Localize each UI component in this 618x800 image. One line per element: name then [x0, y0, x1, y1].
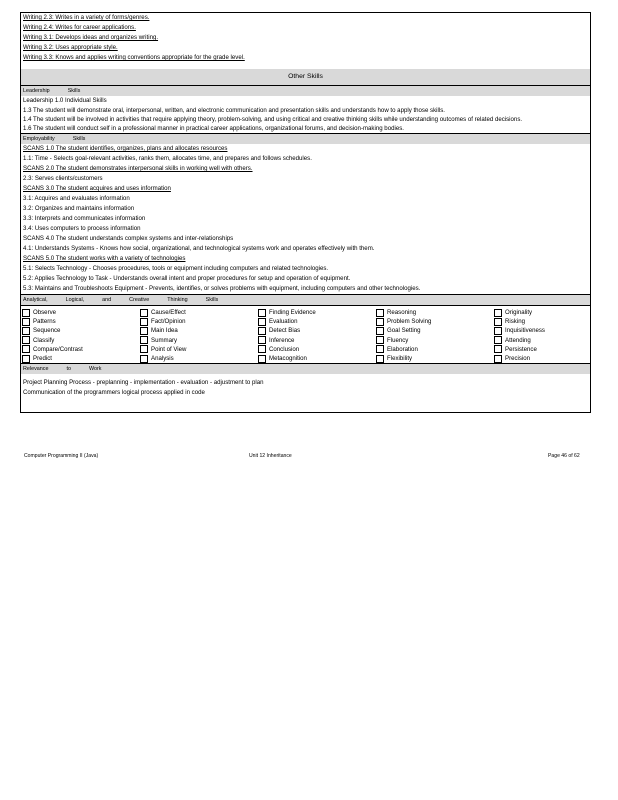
employability-line: 3.4: Uses computers to process information — [23, 225, 141, 232]
employability-line: 1.1: Time - Selects goal-relevant activities, ranks them, allocates time, and prepares and follows schedules. — [23, 155, 312, 162]
relevance-line: Project Planning Process - preplanning - implementation - evaluation - adjustment to plan — [23, 379, 264, 387]
skill-label: Cause/Effect — [151, 309, 186, 316]
checkbox-icon[interactable] — [494, 355, 502, 363]
writing-standard: Writing 3.1: Develops ideas and organizes writing. — [23, 34, 159, 41]
checkbox-icon[interactable] — [22, 318, 30, 326]
employability-line: 3.3: Interprets and communicates information — [23, 215, 146, 222]
checkbox-icon[interactable] — [376, 355, 384, 363]
footer-course: Computer Programming II (Java) — [24, 453, 99, 459]
employability-line: 5.2: Applies Technology to Task - Understands overall intent and proper procedures for setup and operation of equipment. — [23, 275, 351, 282]
band-word: Logical, — [65, 297, 85, 303]
checkbox-icon[interactable] — [22, 336, 30, 344]
checkbox-icon[interactable] — [494, 336, 502, 344]
checkbox-icon[interactable] — [258, 336, 266, 344]
band-word: Skills — [205, 297, 219, 303]
band-word: Leadership — [23, 88, 50, 94]
writing-standard: Writing 3.2: Uses appropriate style. — [23, 44, 118, 51]
checkbox-icon[interactable] — [376, 318, 384, 326]
checkbox-icon[interactable] — [494, 327, 502, 335]
skill-label: Inquisitiveness — [505, 327, 545, 335]
employability-line: SCANS 2.0 The student demonstrates interpersonal skills in working well with others. — [23, 165, 253, 172]
skill-checkbox-item[interactable] — [22, 354, 140, 363]
checkbox-icon[interactable] — [376, 309, 384, 317]
checkbox-icon[interactable] — [258, 327, 266, 335]
employability-skills-band — [21, 133, 590, 144]
band-word: Relevance — [23, 366, 49, 373]
skill-checkbox-item[interactable] — [140, 308, 258, 317]
skill-label: Observe — [33, 309, 57, 316]
relevance-lines — [21, 378, 590, 398]
employability-line: 5.1: Selects Technology - Chooses procedures, tools or equipment including computers and related technologies. — [23, 265, 329, 272]
writing-standard: Writing 3.3: Knows and applies writing conventions appropriate for the grade level. — [23, 54, 245, 61]
employability-line: SCANS 1.0 The student identifies, organizes, plans and allocates resources — [23, 145, 228, 152]
checkbox-icon[interactable] — [140, 309, 148, 317]
employability-line: 3.2: Organizes and maintains information — [23, 205, 135, 212]
skill-label: Conclusion — [269, 345, 300, 353]
footer-unit: Unit 12 Inheritance — [249, 453, 292, 459]
checkbox-icon[interactable] — [140, 355, 148, 363]
skill-checkbox-item[interactable] — [376, 354, 494, 363]
skill-checkbox-item[interactable] — [22, 345, 140, 354]
skill-label: Problem Solving — [387, 318, 432, 326]
skill-label: Finding Evidence — [269, 309, 316, 316]
band-word: Thinking — [167, 297, 188, 303]
skill-checkbox-item[interactable] — [258, 326, 376, 335]
skill-label: Point of View — [151, 345, 187, 353]
skill-checkbox-item[interactable] — [22, 308, 140, 317]
skill-label: Summary — [151, 336, 178, 344]
skill-checkbox-item[interactable] — [22, 336, 140, 345]
skill-checkbox-item[interactable] — [494, 326, 591, 335]
writing-standards — [21, 13, 590, 63]
relevance-to-work-band — [21, 363, 590, 374]
checkbox-icon[interactable] — [22, 309, 30, 317]
skill-label: Compare/Contrast — [33, 345, 83, 353]
skill-label: Metacognition — [269, 354, 307, 362]
employability-items — [21, 144, 590, 294]
skill-label: Risking — [505, 318, 525, 326]
skill-checkbox-item[interactable] — [376, 336, 494, 345]
writing-standard: Writing 2.3: Writes in a variety of forms/genres. — [23, 14, 150, 21]
skill-checkbox-item[interactable] — [22, 317, 140, 326]
skill-checkbox-item[interactable] — [258, 336, 376, 345]
employability-line: SCANS 3.0 The student acquires and uses information — [23, 185, 171, 192]
skill-label: Originality — [505, 309, 533, 316]
employability-line: 4.1: Understands Systems - Knows how social, organizational, and technological systems work and operates effectively with them. — [23, 245, 375, 252]
band-word: Skills — [72, 136, 86, 142]
skill-label: Fact/Opinion — [151, 318, 186, 326]
footer-page: Page 46 of 62 — [548, 453, 580, 459]
checkbox-icon[interactable] — [376, 336, 384, 344]
leadership-items — [21, 106, 590, 133]
skill-label: Predict — [33, 354, 52, 362]
checkbox-icon[interactable] — [258, 309, 266, 317]
checkbox-icon[interactable] — [376, 345, 384, 353]
thinking-skills-band — [21, 294, 590, 305]
checkbox-icon[interactable] — [258, 318, 266, 326]
skill-checkbox-item[interactable] — [258, 345, 376, 354]
skill-checkbox-item[interactable] — [140, 354, 258, 363]
band-word: to — [66, 366, 71, 373]
skill-label: Patterns — [33, 318, 56, 326]
skill-label: Persistence — [505, 345, 537, 353]
standards-table — [20, 12, 591, 413]
leadership-title: Leadership 1.0 Individual Skills — [23, 97, 107, 104]
skill-label: Inference — [269, 336, 295, 344]
checkbox-icon[interactable] — [376, 327, 384, 335]
checkbox-icon[interactable] — [22, 345, 30, 353]
employability-line: SCANS 5.0 The student works with a variety of technologies — [23, 255, 186, 262]
skill-label: Goal Setting — [387, 327, 421, 335]
skill-label: Evaluation — [269, 318, 298, 326]
skill-checkbox-item[interactable] — [258, 308, 376, 317]
employability-line: 5.3: Maintains and Troubleshoots Equipment - Prevents, identifies, or solves problems with equipment, including computers and other technologies. — [23, 285, 421, 292]
checkbox-icon[interactable] — [140, 318, 148, 326]
thinking-skills-checklist — [21, 305, 590, 363]
checkbox-icon[interactable] — [22, 355, 30, 363]
skill-checkbox-item[interactable] — [140, 336, 258, 345]
skill-checkbox-item[interactable] — [376, 345, 494, 354]
relevance-line: Communication of the programmers logical process applied in code — [23, 389, 205, 397]
skill-label: Detect Bias — [269, 327, 301, 335]
skill-label: Sequence — [33, 327, 61, 335]
other-skills-heading: Other Skills — [21, 69, 590, 85]
leadership-item: 1.6 The student will conduct self in a professional manner in practical career applications, organizational forums, and decision-making bodies. — [23, 125, 404, 132]
skill-checkbox-item[interactable] — [494, 308, 591, 317]
checkbox-icon[interactable] — [494, 345, 502, 353]
skill-label: Classify — [33, 336, 55, 344]
skill-label: Analysis — [151, 354, 174, 362]
skill-checkbox-item[interactable] — [22, 326, 140, 335]
checkbox-icon[interactable] — [140, 327, 148, 335]
checkbox-icon[interactable] — [258, 345, 266, 353]
skill-checkbox-item[interactable] — [140, 345, 258, 354]
skill-label: Main Idea — [151, 327, 178, 335]
skill-label: Flexibility — [387, 354, 413, 362]
checkbox-icon[interactable] — [258, 355, 266, 363]
skill-checkbox-item[interactable] — [258, 317, 376, 326]
skill-checkbox-item[interactable] — [376, 308, 494, 317]
skill-checkbox-item[interactable] — [494, 317, 591, 326]
checkbox-icon[interactable] — [494, 318, 502, 326]
checkbox-icon[interactable] — [494, 309, 502, 317]
skill-checkbox-item[interactable] — [494, 345, 591, 354]
skill-label: Precision — [505, 354, 531, 362]
skill-label: Reasoning — [387, 309, 417, 316]
band-word: and — [102, 297, 112, 303]
employability-line: 2.3: Serves clients/customers — [23, 175, 103, 182]
band-word: Work — [88, 366, 102, 373]
leadership-skills-band — [21, 85, 590, 96]
skill-checkbox-item[interactable] — [494, 354, 591, 363]
writing-standard: Writing 2.4: Writes for career applications. — [23, 24, 136, 31]
checkbox-icon[interactable] — [140, 336, 148, 344]
employability-line: 3.1: Acquires and evaluates information — [23, 195, 130, 202]
skill-checkbox-item[interactable] — [494, 336, 591, 345]
checkbox-icon[interactable] — [22, 327, 30, 335]
skill-label: Fluency — [387, 336, 409, 344]
employability-line: SCANS 4.0 The student understands complex systems and inter-relationships — [23, 235, 234, 242]
leadership-item: 1.3 The student will demonstrate oral, interpersonal, written, and electronic communication and presentation skills and understands how to apply those skills. — [23, 107, 445, 114]
skill-checkbox-item[interactable] — [258, 354, 376, 363]
band-word: Employability — [23, 136, 55, 142]
leadership-item: 1.4 The student will be involved in activities that require applying theory, problem-solving, and using critical and creative thinking skills while understanding outcomes of related decisions. — [23, 116, 523, 123]
skill-checkbox-item[interactable] — [140, 326, 258, 335]
skill-label: Elaboration — [387, 345, 418, 353]
skill-checkbox-item[interactable] — [376, 317, 494, 326]
skill-checkbox-item[interactable] — [140, 317, 258, 326]
checkbox-icon[interactable] — [140, 345, 148, 353]
skill-checkbox-item[interactable] — [376, 326, 494, 335]
skill-label: Attending — [505, 336, 531, 344]
band-word: Analytical, — [23, 297, 48, 303]
band-word: Creative — [129, 297, 150, 303]
band-word: Skills — [67, 88, 81, 94]
